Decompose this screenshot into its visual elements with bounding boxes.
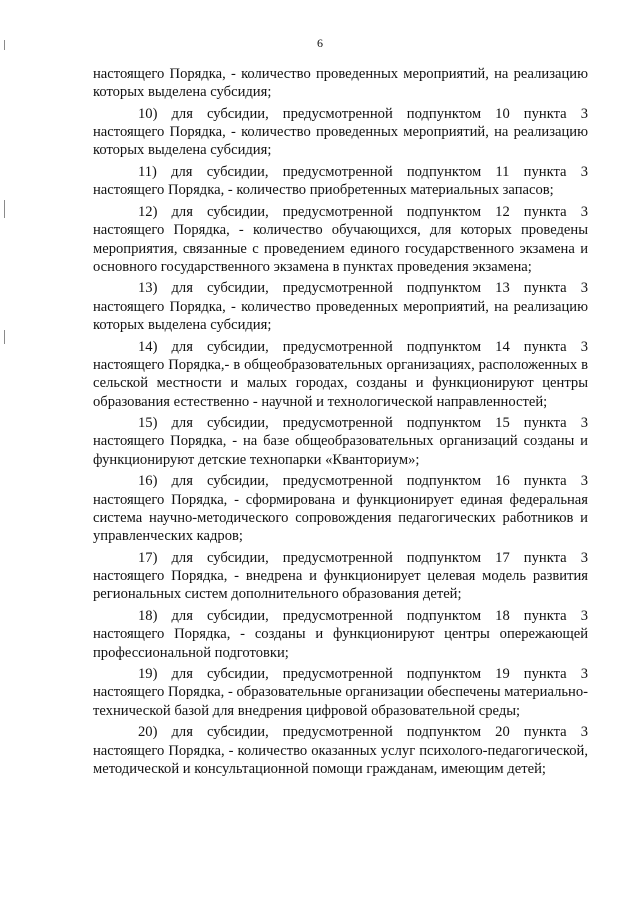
paragraph-item-12: 12) для субсидии, предусмотренной подпунктом 12 пункта 3 настоящего Порядка, - количество обучающихся, для которых проведены мероприятия, связанные с проведением единого государственного экзамена и основного государственного экзамена в пунктах проведения экзамена; xyxy=(93,203,588,275)
paragraph-item-20: 20) для субсидии, предусмотренной подпунктом 20 пункта 3 настоящего Порядка, - количество оказанных услуг психолого-педагогической, методической и консультационной помощи гражданам, имеющим детей; xyxy=(93,724,588,777)
paragraph-item-15: 15) для субсидии, предусмотренной подпунктом 15 пункта 3 настоящего Порядка, - на базе общеобразовательных организаций созданы и функционируют детские технопарки «Кванториум»; xyxy=(93,415,588,468)
paragraph-item-18: 18) для субсидии, предусмотренной подпунктом 18 пункта 3 настоящего Порядка, - созданы и функционируют центры опережающей профессиональной подготовки; xyxy=(93,607,588,661)
body-text xyxy=(93,65,588,782)
paragraph-item-14: 14) для субсидии, предусмотренной подпунктом 14 пункта 3 настоящего Порядка,- в общеобразовательных организациях, расположенных в сельской местности и малых городах, созданы и функционируют центры образования естественно - научной и технологической направленностей; xyxy=(93,338,588,410)
paragraph-item-16: 16) для субсидии, предусмотренной подпунктом 16 пункта 3 настоящего Порядка, - сформирована и функционирует единая федеральная система научно-методического сопровождения педагогических работников и управленческих кадров; xyxy=(93,473,588,545)
paragraph-item-19: 19) для субсидии, предусмотренной подпунктом 19 пункта 3 настоящего Порядка, - образовательные организации обеспечены материально-технической базой для внедрения цифровой образовательной среды; xyxy=(93,666,588,719)
scan-edge-mark xyxy=(4,330,5,344)
paragraph-item-13: 13) для субсидии, предусмотренной подпунктом 13 пункта 3 настоящего Порядка, - количество проведенных мероприятий, на реализацию которых выделена субсидия; xyxy=(93,280,588,334)
paragraph-item-17: 17) для субсидии, предусмотренной подпунктом 17 пункта 3 настоящего Порядка, - внедрена и функционирует целевая модель развития региональных систем дополнительного образования детей; xyxy=(93,549,588,603)
page-number: 6 xyxy=(317,36,323,50)
paragraph-continuation: настоящего Порядка, - количество проведенных мероприятий, на реализацию которых выделена субсидия; xyxy=(93,66,588,101)
scan-edge-mark xyxy=(4,200,5,218)
paragraph-item-10: 10) для субсидии, предусмотренной подпунктом 10 пункта 3 настоящего Порядка, - количество проведенных мероприятий, на реализацию которых выделена субсидия; xyxy=(93,105,588,159)
paragraph-item-11: 11) для субсидии, предусмотренной подпунктом 11 пункта 3 настоящего Порядка, - количество приобретенных материальных запасов; xyxy=(93,164,588,199)
